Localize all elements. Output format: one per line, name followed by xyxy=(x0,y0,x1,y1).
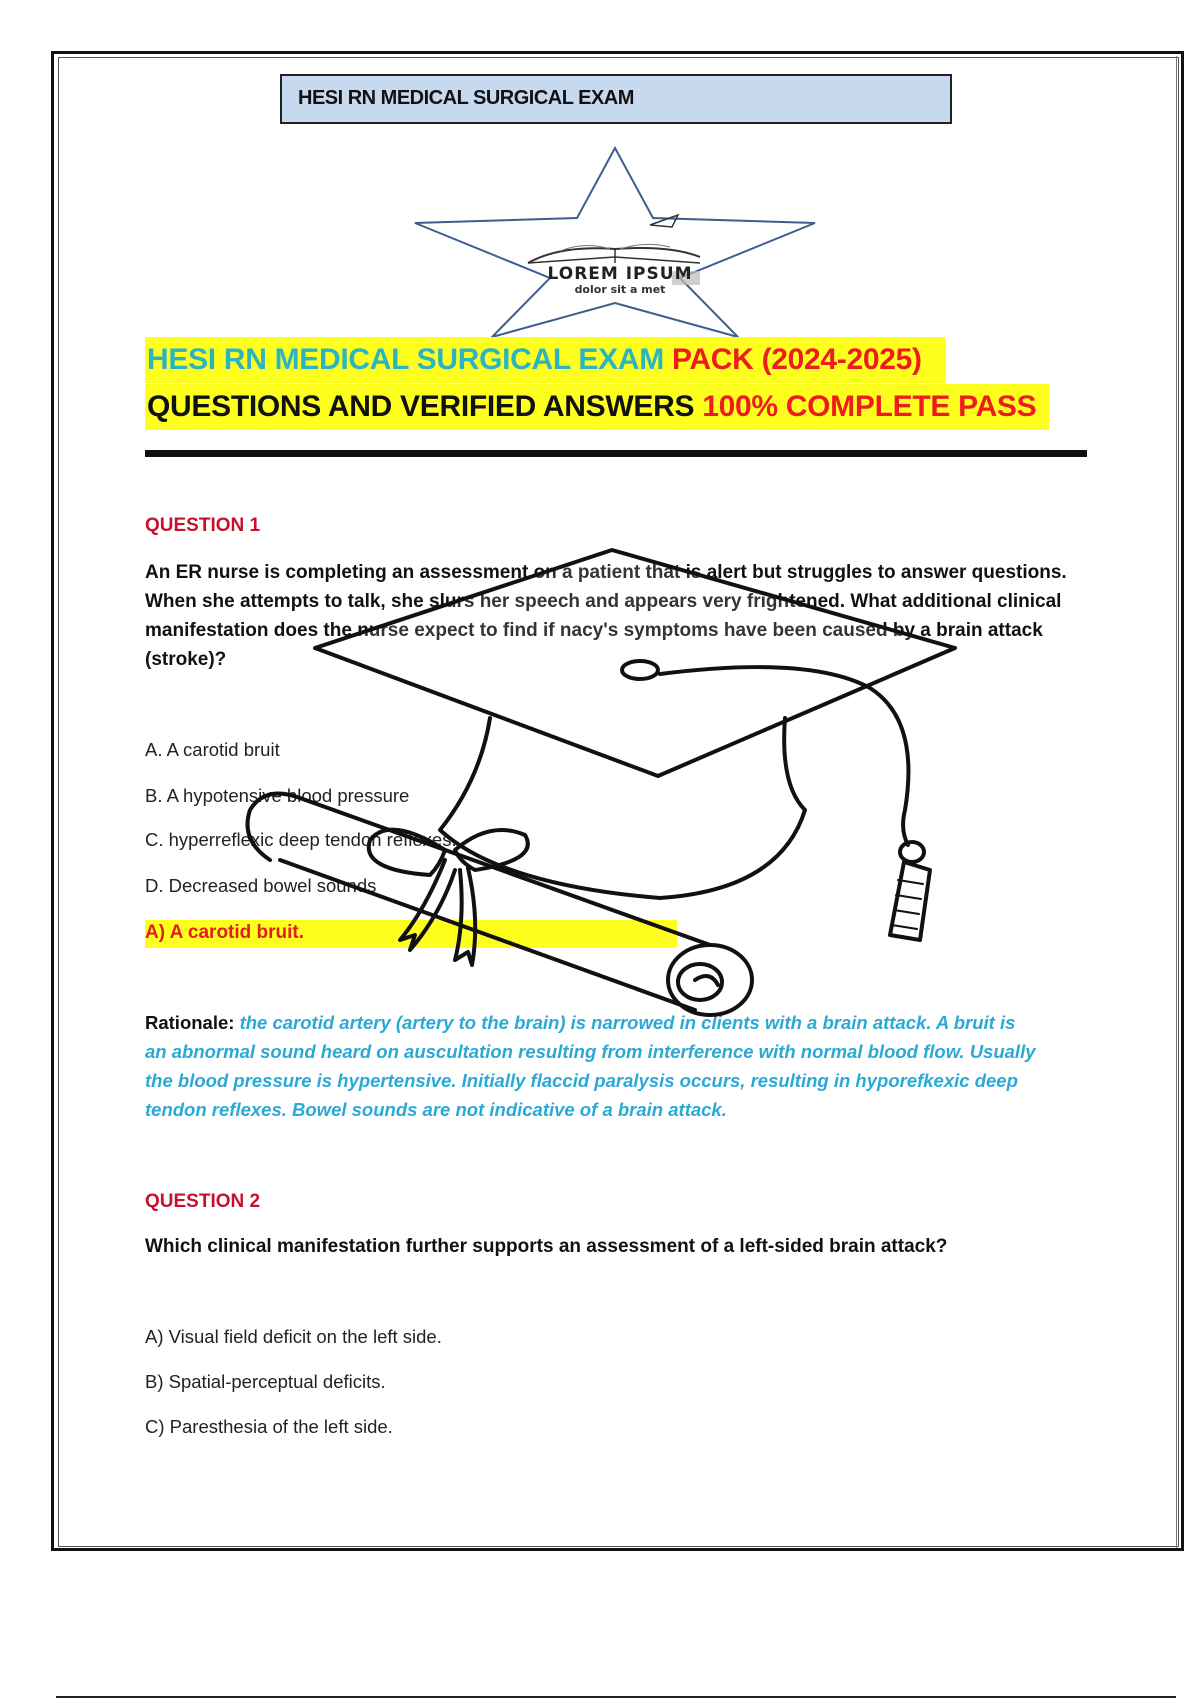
title-line-2-red: 100% COMPLETE PASS xyxy=(702,390,1037,423)
star-book-logo-icon xyxy=(410,145,830,340)
question-1-heading: QUESTION 1 xyxy=(145,515,261,536)
question-2-text: Which clinical manifestation further supports an assessment of a left-sided brain attack? xyxy=(145,1236,948,1257)
logo-main-text: LOREM IPSUM xyxy=(547,264,693,284)
title-line-2-black: QUESTIONS AND VERIFIED ANSWERS xyxy=(147,390,695,423)
question-2-option-a: A) Visual field deficit on the left side. xyxy=(145,1326,442,1347)
logo-sub-text: dolor sit a met xyxy=(574,283,666,296)
rationale-text-line: the blood pressure is hypertensive. Initially flaccid paralysis occurs, resulting in hyporefkexic deep xyxy=(145,1070,1018,1091)
footer-rule xyxy=(56,1696,1176,1698)
title-line-1-red: PACK (2024-2025) xyxy=(671,343,922,376)
question-2-option-c: C) Paresthesia of the left side. xyxy=(145,1416,393,1437)
rationale-colon: : xyxy=(228,1012,240,1033)
rationale-text-line: the carotid artery (artery to the brain) is narrowed in clients with a brain attack. A bruit is xyxy=(239,1012,1016,1033)
question-1-option-c: C. hyperreflexic deep tendon reflexes. xyxy=(145,829,457,850)
rationale-text-line: tendon reflexes. Bowel sounds are not indicative of a brain attack. xyxy=(145,1099,727,1120)
title-line-1-teal: HESI RN MEDICAL SURGICAL EXAM xyxy=(147,343,664,376)
rationale-label: Rationale xyxy=(145,1012,229,1033)
question-1-text-line: An ER nurse is completing an assessment on a patient that is alert but struggles to answer questions. xyxy=(145,562,1067,583)
header-title: HESI RN MEDICAL SURGICAL EXAM xyxy=(298,87,634,109)
question-1-option-b: B. A hypotensive blood pressure xyxy=(145,785,410,806)
question-1-text-line: When she attempts to talk, she slurs her speech and appears very frightened. What additional clinical xyxy=(145,591,1062,612)
question-1-option-d: D. Decreased bowel sounds xyxy=(145,875,377,896)
question-1-text-line: manifestation does the nurse expect to find if nacy's symptoms have been caused by a brain attack xyxy=(145,620,1043,641)
question-1-rationale xyxy=(145,1008,1095,1124)
question-2-option-b: B) Spatial-perceptual deficits. xyxy=(145,1371,386,1392)
document-title-line-1 xyxy=(145,337,946,383)
question-1-answer-highlight xyxy=(145,920,677,948)
header-title-box xyxy=(280,74,952,124)
question-1-text-line: (stroke)? xyxy=(145,649,227,670)
question-1-answer: A) A carotid bruit. xyxy=(145,922,305,943)
question-1-text xyxy=(145,558,1095,674)
document-title-line-2 xyxy=(145,384,1049,430)
question-1-option-a: A. A carotid bruit xyxy=(145,739,280,760)
title-divider xyxy=(145,450,1087,457)
question-2-heading: QUESTION 2 xyxy=(145,1191,261,1212)
rationale-text-line: an abnormal sound heard on auscultation resulting from interference with normal blood flow. Usually xyxy=(145,1041,1036,1062)
page-border-right-double xyxy=(1176,56,1180,1548)
